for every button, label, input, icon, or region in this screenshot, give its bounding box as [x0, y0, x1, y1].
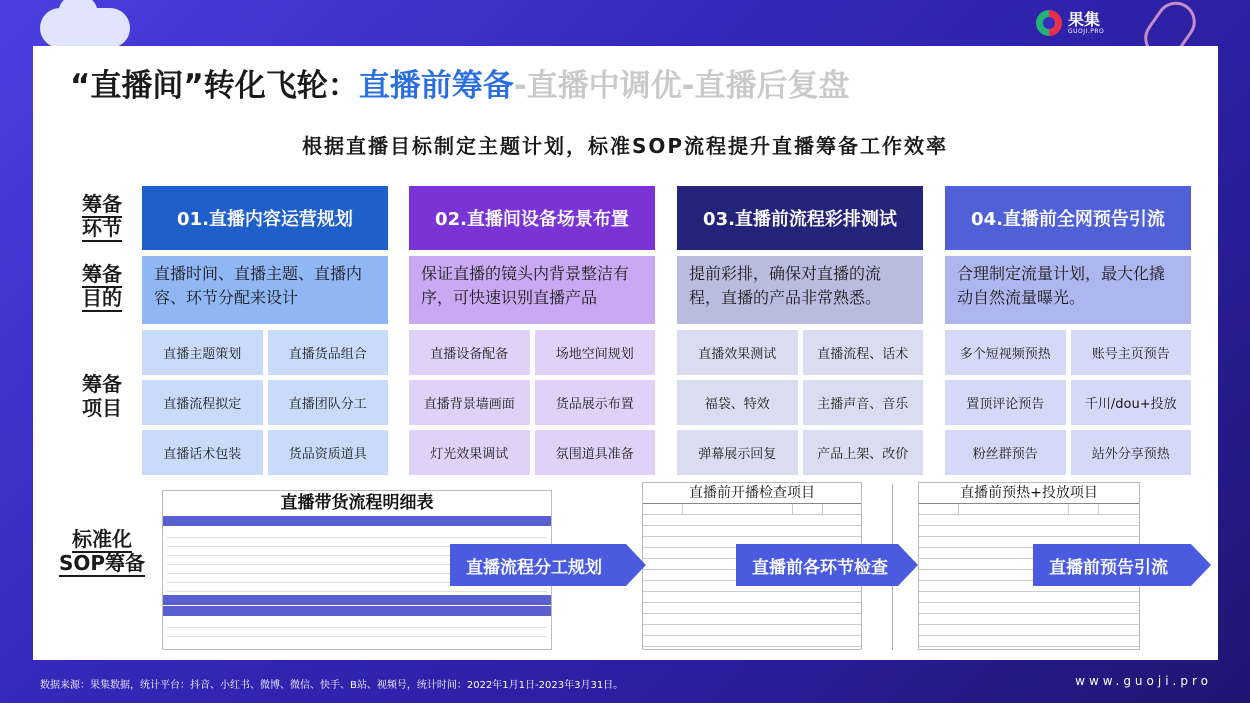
column-head: 01.直播内容运营规划 [142, 186, 388, 250]
prep-item: 直播流程拟定 [142, 380, 263, 425]
prep-item: 产品上架、改价 [803, 430, 924, 475]
prep-item: 灯光效果调试 [409, 430, 530, 475]
sheet-header-bar [163, 516, 551, 526]
column-rehearsal [677, 186, 923, 475]
prep-item: 粉丝群预告 [945, 430, 1066, 475]
column-content-planning [142, 186, 388, 475]
doc-title: 直播前开播检查项目 [689, 485, 815, 501]
column-goal: 合理制定流量计划，最大化撬动自然流量曝光。 [945, 256, 1191, 324]
prep-item: 直播设备配备 [409, 330, 530, 375]
title-prefix: “直播间”转化飞轮： [70, 68, 359, 104]
prep-item: 直播背景墙画面 [409, 380, 530, 425]
prep-item: 直播效果测试 [677, 330, 798, 375]
prep-item: 直播话术包装 [142, 430, 263, 475]
brand-name: 果集 [1068, 9, 1101, 29]
prep-item: 多个短视频预热 [945, 330, 1066, 375]
page-title [70, 60, 849, 105]
arrow-promotion: 直播前预告引流 [1033, 544, 1191, 586]
prep-item: 货品资质道具 [268, 430, 389, 475]
prep-item: 直播团队分工 [268, 380, 389, 425]
prep-item: 账号主页预告 [1071, 330, 1192, 375]
logo-icon [1036, 10, 1062, 36]
prep-item: 站外分享预热 [1071, 430, 1192, 475]
row-label-sop: 标准化 SOP筹备 [58, 527, 146, 575]
column-goal: 保证直播的镜头内背景整洁有序，可快速识别直播产品 [409, 256, 655, 324]
title-highlight: 直播前筹备 [358, 68, 514, 104]
column-equipment-setup [409, 186, 655, 475]
title-rest: -直播中调优-直播后复盘 [513, 68, 850, 104]
prep-item: 氛围道具准备 [535, 430, 656, 475]
doc-title: 直播带货流程明细表 [280, 493, 434, 513]
prep-item: 福袋、特效 [677, 380, 798, 425]
column-goal: 提前彩排，确保对直播的流程，直播的产品非常熟悉。 [677, 256, 923, 324]
footer-url: www.guoji.pro [1075, 674, 1212, 688]
column-head: 04.直播前全网预告引流 [945, 186, 1191, 250]
column-head: 02.直播间设备场景布置 [409, 186, 655, 250]
column-head: 03.直播前流程彩排测试 [677, 186, 923, 250]
subtitle: 根据直播目标制定主题计划，标准SOP流程提升直播筹备工作效率 [301, 134, 949, 158]
prep-item: 主播声音、音乐 [803, 380, 924, 425]
prep-item: 直播流程、话术 [803, 330, 924, 375]
prep-item: 货品展示布置 [535, 380, 656, 425]
cloud-decoration [40, 8, 130, 48]
prep-item: 场地空间规划 [535, 330, 656, 375]
prep-item: 直播货品组合 [268, 330, 389, 375]
prep-item: 千川/dou+投放 [1071, 380, 1192, 425]
row-label-stage: 筹备 环节 [82, 192, 122, 240]
row-label-items: 筹备 项目 [82, 372, 122, 420]
footer-source: 数据来源：果集数据，统计平台：抖音、小红书、微博、微信、快手、B站、视频号，统计时间：2022年1月1日-2023年3月31日。 [40, 680, 624, 691]
row-label-goal: 筹备 目的 [82, 262, 122, 310]
arrow-precheck: 直播前各环节检查 [736, 544, 898, 586]
brand-logo [1036, 10, 1104, 36]
brand-sub: GUOJI.PRO [1068, 27, 1105, 35]
prep-item: 置顶评论预告 [945, 380, 1066, 425]
doc-title: 直播前预热+投放项目 [960, 485, 1098, 501]
arrow-flow-planning: 直播流程分工规划 [450, 544, 626, 586]
column-promotion [945, 186, 1191, 475]
column-goal: 直播时间、直播主题、直播内容、环节分配来设计 [142, 256, 388, 324]
prep-item: 直播主题策划 [142, 330, 263, 375]
prep-item: 弹幕展示回复 [677, 430, 798, 475]
